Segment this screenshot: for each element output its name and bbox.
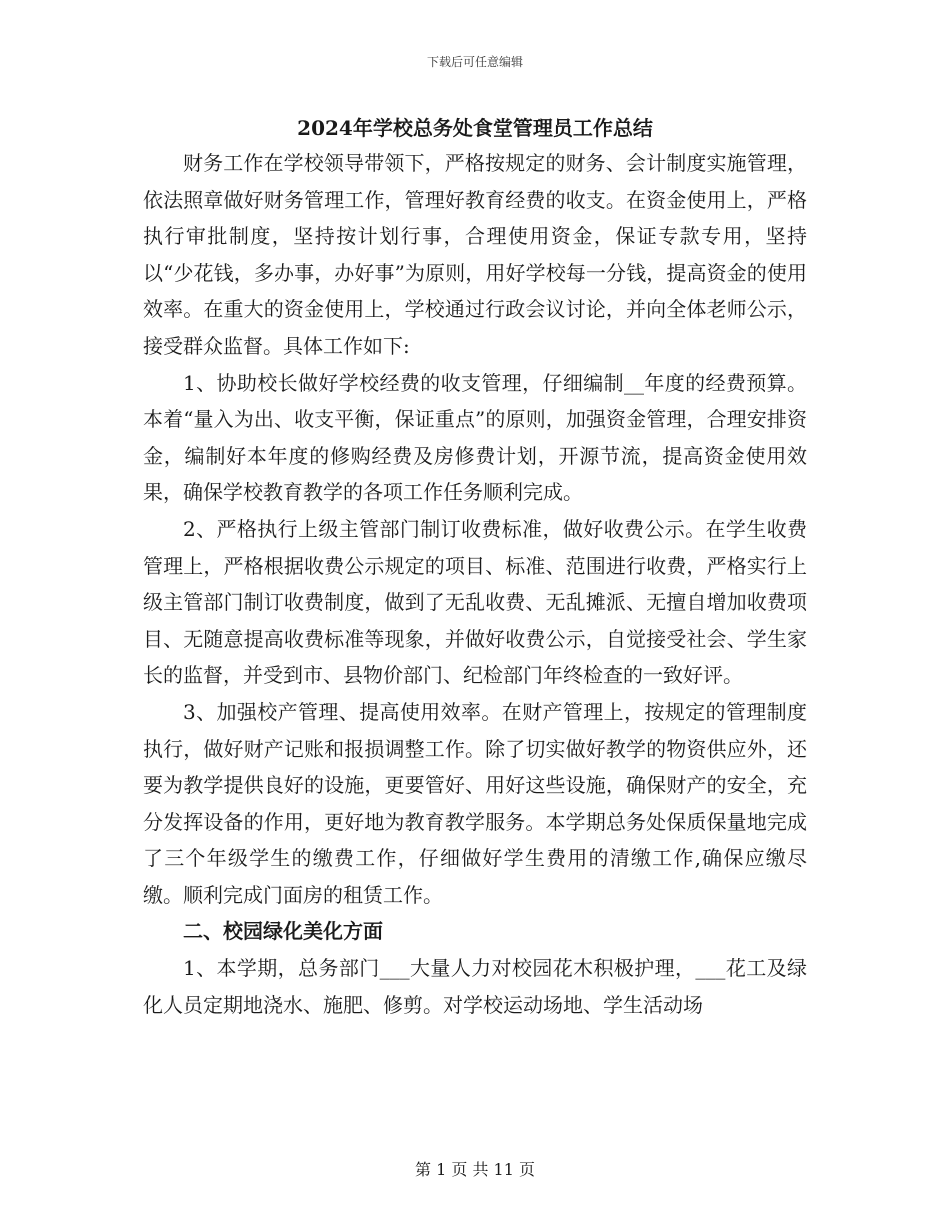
body-paragraph-3: 3、加强校产管理、提高使用效率。在财产管理上，按规定的管理制度执行，做好财产记账和报损调整工作。除了切实做好教学的物资供应外，还要为教学提供良好的设施，更要管好、用好这些设施，确保财产的安全，充分发挥设备的作用，更好地为教育教学服务。本学期总务处保质保量地完成了三个年级学生的缴费工作，仔细做好学生费用的清缴工作,确保应缴尽缴。顺利完成门面房的租赁工作。	[143, 699, 807, 907]
page-number: 第 1 页 共 11 页	[415, 1160, 535, 1179]
intro-paragraph: 财务工作在学校领导带领下，严格按规定的财务、会计制度实施管理，依法照章做好财务管理工作，管理好教育经费的收支。在资金使用上，严格执行审批制度，坚持按计划行事，合理使用资金，保证专款专用，坚持以“少花钱，多办事，办好事”为原则，用好学校每一分钱，提高资金的使用效率。在重大的资金使用上，学校通过行政会议讨论，并向全体老师公示，接受群众监督。具体工作如下:	[143, 151, 807, 358]
page-header-note: 下载后可任意编辑	[426, 55, 523, 69]
body-paragraph-1: 1、协助校长做好学校经费的收支管理，仔细编制__年度的经费预算。本着“量入为出、收支平衡，保证重点”的原则，加强资金管理，合理安排资金，编制好本年度的修购经费及房修费计划，开源节流，提高资金使用效果，确保学校教育教学的各项工作任务顺利完成。	[143, 370, 807, 505]
body-paragraph-2: 2、严格执行上级主管部门制订收费标准，做好收费公示。在学生收费管理上，严格根据收费公示规定的项目、标准、范围进行收费，严格实行上级主管部门制订收费制度，做到了无乱收费、无乱摊派、无擅自增加收费项目、无随意提高收费标准等现象，并做好收费公示，自觉接受社会、学生家长的监督，并受到市、县物价部门、纪检部门年终检查的一致好评。	[143, 516, 807, 688]
document-body	[143, 145, 807, 1023]
section-paragraph-1: 1、本学期，总务部门___大量人力对校园花木积极护理，___花工及绿化人员定期地浇水、施肥、修剪。对学校运动场地、学生活动场	[143, 956, 807, 1017]
document-title: 2024年学校总务处食堂管理员工作总结	[297, 116, 653, 140]
section-heading: 二、校园绿化美化方面	[183, 919, 383, 944]
